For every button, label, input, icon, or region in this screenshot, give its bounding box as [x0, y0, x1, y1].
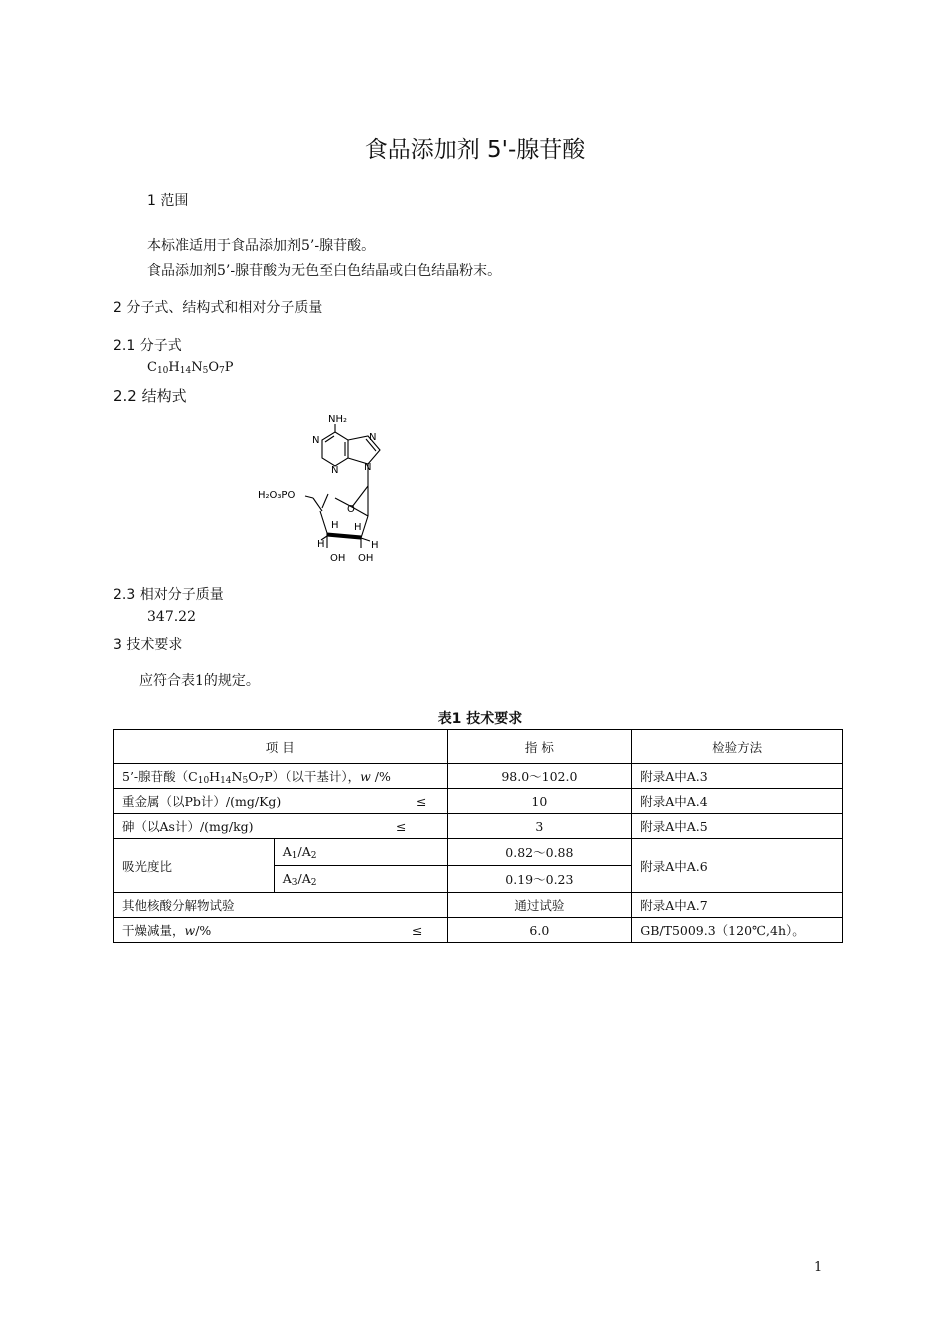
row-item: 砷（以As计）/(mg/kg) ≤ [114, 814, 448, 839]
row-item: 吸光度比 [114, 839, 275, 893]
ring-oxygen-label: O [347, 504, 355, 515]
n7-label: N [369, 432, 377, 443]
oh-label: OH [358, 553, 374, 564]
ribose-bond [320, 511, 327, 533]
h-label: H [317, 539, 325, 550]
row-method: 附录A中A.7 [632, 893, 843, 918]
n1-label: N [312, 435, 320, 446]
ribose-wedge [327, 533, 361, 539]
section-3-heading: 3 技术要求 [113, 637, 183, 653]
lte-symbol: ≤ [416, 793, 427, 809]
n3-label: N [331, 465, 339, 476]
h-label: H [371, 540, 379, 551]
table-header-row [114, 730, 843, 764]
section-2-2-heading: 2.2 结构式 [113, 387, 187, 405]
row-method: GB/T5009.3（120℃,4h）。 [632, 918, 843, 943]
section-1-line-2: 食品添加剂5’-腺苷酸为无色至白色结晶或白色结晶粉末。 [147, 263, 502, 279]
oh-label: OH [330, 553, 346, 564]
o-bond [305, 496, 313, 498]
nh2-label: NH₂ [328, 414, 348, 425]
table-row [114, 764, 843, 789]
table-row [114, 789, 843, 814]
h-label: H [331, 520, 339, 531]
table-row [114, 839, 843, 866]
n9-label: N [364, 462, 372, 473]
h-label: H [354, 522, 362, 533]
ribose-bond [361, 516, 368, 538]
row-method: 附录A中A.3 [632, 764, 843, 789]
table-row [114, 893, 843, 918]
page-title: 食品添加剂 5'-腺苷酸 [364, 137, 586, 163]
row-item: 5’-腺苷酸$(C_{10}H_{14}N_5O_7P)$（以干基计），w /% [114, 764, 448, 789]
ch2-bond [313, 498, 322, 511]
molecular-formula: $C_{10}H_{14}N_5O_7P$ [147, 360, 234, 376]
row-method: 附录A中A.5 [632, 814, 843, 839]
table-row [114, 918, 843, 943]
technical-requirements-table [113, 729, 843, 943]
section-2-1-heading: 2.1 分子式 [113, 338, 182, 354]
row-spec: 98.0～102.0 [447, 764, 632, 789]
structural-formula-diagram [255, 408, 400, 568]
ribose-ring-left [322, 494, 328, 508]
row-subitem: $A_1/A_2$ [274, 839, 447, 866]
section-1-line-1: 本标准适用于食品添加剂5’-腺苷酸。 [147, 238, 376, 254]
h-bond [361, 538, 370, 541]
phosphate-label: H₂O₃PO [258, 490, 296, 501]
lte-symbol: ≤ [412, 922, 423, 938]
row-subitem: $A_3/A_2$ [274, 866, 447, 893]
row-item: 其他核酸分解物试验 [114, 893, 448, 918]
row-method: 附录A中A.4 [632, 789, 843, 814]
section-2-3-heading: 2.3 相对分子质量 [113, 587, 224, 603]
row-item: 干燥减量，w/% ≤ [114, 918, 448, 943]
row-method: 附录A中A.6 [632, 839, 843, 893]
row-item: 重金属（以Pb计）/(mg/Kg) ≤ [114, 789, 448, 814]
row-spec: 3 [447, 814, 632, 839]
molecular-weight: 347.22 [147, 609, 196, 625]
row-spec: 0.19～0.23 [447, 866, 632, 893]
row-spec: 0.82～0.88 [447, 839, 632, 866]
row-spec: 6.0 [447, 918, 632, 943]
header-item: 项 目 [114, 730, 448, 764]
row-spec: 通过试验 [447, 893, 632, 918]
section-3-text: 应符合表1的规定。 [139, 673, 260, 689]
page-number: 1 [814, 1260, 823, 1275]
header-spec: 指 标 [447, 730, 632, 764]
lte-symbol: ≤ [396, 818, 407, 834]
section-2-heading: 2 分子式、结构式和相对分子质量 [113, 300, 323, 316]
header-method: 检验方法 [632, 730, 843, 764]
section-1-heading: 1 范围 [147, 193, 189, 209]
row-spec: 10 [447, 789, 632, 814]
pyrimidine-ring [322, 432, 348, 466]
table-caption: 表1 技术要求 [437, 711, 523, 727]
table-row [114, 814, 843, 839]
